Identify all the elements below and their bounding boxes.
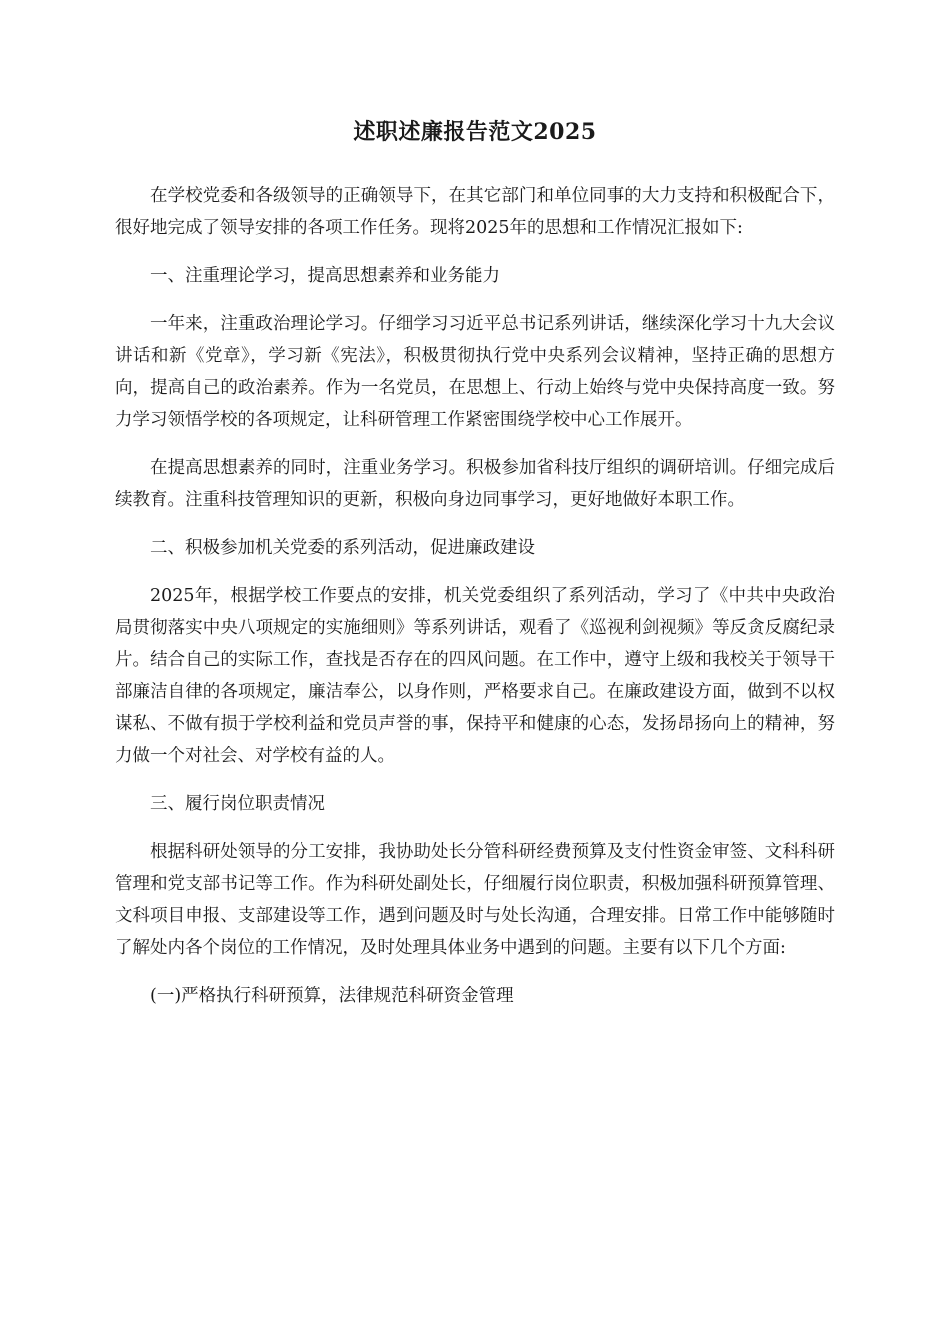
document-title: 述职述廉报告范文2025 (353, 119, 597, 145)
section-heading-1: 一、注重理论学习，提高思想素养和业务能力 (150, 266, 500, 286)
section-heading-3: 三、履行岗位职责情况 (150, 794, 325, 814)
paragraph-business-study: 在提高思想素养的同时，注重业务学习。积极参加省科技厅组织的调研培训。仔细完成后续教育。注重科技管理知识的更新，积极向身边同事学习，更好地做好本职工作。 (115, 458, 835, 510)
section-heading-2: 二、积极参加机关党委的系列活动，促进廉政建设 (150, 538, 535, 558)
subsection-heading-1: (一)严格执行科研预算，法律规范科研资金管理 (150, 986, 514, 1006)
document-body (115, 180, 835, 1028)
paragraph-intro: 在学校党委和各级领导的正确领导下，在其它部门和单位同事的大力支持和积极配合下，很好地完成了领导安排的各项工作任务。现将2025年的思想和工作情况汇报如下: (115, 186, 835, 238)
paragraph-integrity: 2025年，根据学校工作要点的安排，机关党委组织了系列活动，学习了《中共中央政治局贯彻落实中央八项规定的实施细则》等系列讲话，观看了《巡视利剑视频》等反贪反腐纪录片。结合自己的实际工作，查找是否存在的四风问题。在工作中，遵守上级和我校关于领导干部廉洁自律的各项规定，廉洁奉公，以身作则，严格要求自己。在廉政建设方面，做到不以权谋私、不做有损于学校利益和党员声誉的事，保持平和健康的心态，发扬昂扬向上的精神，努力做一个对社会、对学校有益的人。 (115, 586, 835, 766)
paragraph-theory-study: 一年来，注重政治理论学习。仔细学习习近平总书记系列讲话，继续深化学习十九大会议讲话和新《党章》，学习新《宪法》，积极贯彻执行党中央系列会议精神，坚持正确的思想方向，提高自己的政治素养。作为一名党员，在思想上、行动上始终与党中央保持高度一致。努力学习领悟学校的各项规定，让科研管理工作紧密围绕学校中心工作展开。 (115, 314, 835, 430)
paragraph-duties: 根据科研处领导的分工安排，我协助处长分管科研经费预算及支付性资金审签、文科科研管理和党支部书记等工作。作为科研处副处长，仔细履行岗位职责，积极加强科研预算管理、文科项目申报、支部建设等工作，遇到问题及时与处长沟通，合理安排。日常工作中能够随时了解处内各个岗位的工作情况，及时处理具体业务中遇到的问题。主要有以下几个方面: (115, 842, 835, 958)
